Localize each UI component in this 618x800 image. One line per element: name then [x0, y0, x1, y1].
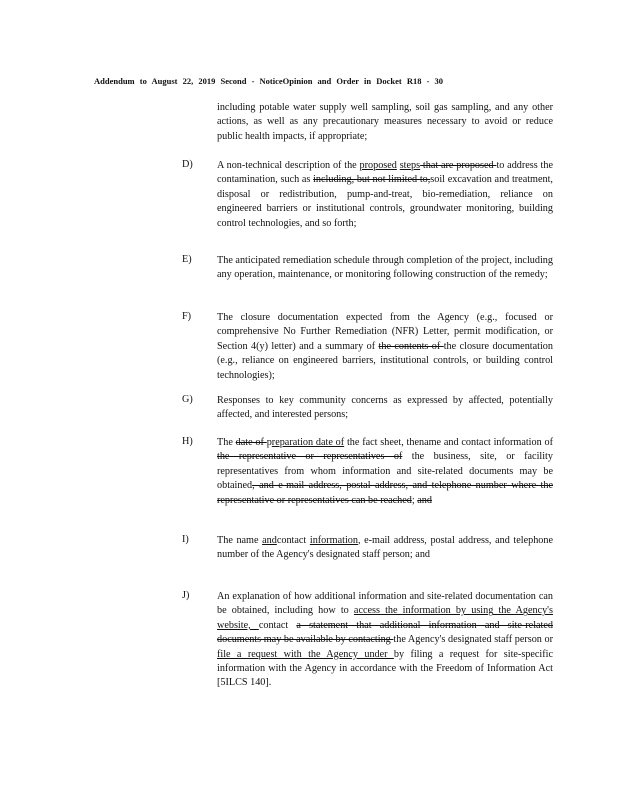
item-letter: H) [182, 436, 193, 447]
item-text [217, 159, 553, 231]
body-text: The [217, 437, 236, 448]
body-text: the business, site, or facility representatives from whom information and site-related documents may be obtained [217, 451, 553, 492]
body-text: ; [409, 549, 416, 561]
body-text: Responses to key community concerns as expressed by affected, potentially affected, and interested persons; [217, 395, 553, 421]
deleted-text: including, but not limited to, [313, 174, 431, 186]
item-letter: J) [182, 590, 190, 601]
body-text: p [266, 437, 272, 448]
body-text: An explanation of how additional information and site-related documentation can be obtained, including how to [217, 591, 553, 617]
deleted-text: , and e-mail address, postal address, and telephone number where the representative or representatives can be reached [217, 480, 553, 506]
item-letter: G) [182, 394, 193, 405]
body-text: The anticipated remediation schedule through completion of the project, including any operation, maintenance, or monitoring following construction of the remedy; [217, 255, 553, 281]
item-text [217, 590, 553, 691]
deleted-text: that are proposed [420, 160, 497, 171]
item-letter: I) [182, 534, 189, 545]
body-text: The closure documentation expected from the Agency (e.g., focused or comprehensive No Further Remediation (NFR) Letter, permit modification, or Section 4(y) letter) and a summary of [217, 312, 553, 352]
body-text: soil excavation and treatment, disposal or redistribution, pump-and-treat, bio-remediation, reliance on engineered barriers or institutional controls, groundwater monitoring, building control technologies, and so forth; [217, 174, 553, 229]
item-text [217, 254, 553, 283]
page-header: Addendum to August 22, 2019 Second - NoticeOpinion and Order in Docket R18 - 30 [94, 76, 444, 86]
inserted-text: information [309, 535, 358, 546]
item-text [217, 436, 553, 508]
inserted-text: proposed [359, 160, 397, 171]
body-text: name and contact information of [419, 437, 553, 448]
body-text: The name [217, 535, 263, 546]
item-text [217, 394, 553, 423]
body-text: the closure documentation (e.g., reliance on engineered barriers, institutional controls, or building control technologies); [217, 340, 553, 381]
body-text: to address the contamination, such as [217, 160, 553, 186]
deleted-text: and [417, 494, 432, 506]
inserted-text: steps [399, 160, 421, 171]
body-text: the Agency's designated staff person or [393, 634, 553, 646]
inserted-text: file a request with the Agency under [217, 648, 394, 660]
deleted-text: the contents of [378, 340, 444, 352]
item-text [217, 311, 553, 383]
inserted-text: access the information by using the Agency's website, [217, 605, 553, 631]
body-text: , e-mail address, postal address, and telephone number of the Agency's designated staff person [217, 535, 553, 561]
item-letter: E) [182, 254, 192, 265]
deleted-text: the representative or representatives of [217, 451, 403, 463]
inserted-text: and [262, 535, 277, 546]
body-text: the fact sheet, the [344, 437, 420, 448]
body-text: by filing a request for site-specific information with the Agency in accordance with the Freedom of Information Act [5ILCS 140]. [217, 648, 553, 689]
deleted-text: date of [235, 437, 267, 448]
item-letter: D) [182, 159, 193, 170]
inserted-text: reparation date of [271, 437, 345, 448]
body-text: and [415, 549, 431, 561]
body-text: contact [258, 619, 297, 631]
body-text: ; [411, 494, 418, 506]
item-text [217, 534, 553, 563]
item-letter: F) [182, 311, 192, 322]
deleted-text: a statement that additional information and site-related documents may be available by contacting [217, 619, 553, 646]
body-text: A non-technical description of the [217, 160, 360, 171]
continued-text: including potable water supply well sampling, soil gas sampling, and any other actions, as well as any precautionary measures necessary to avoid or reduce public health impacts, if appropriate; [217, 102, 553, 142]
body-text: contact [276, 535, 310, 546]
